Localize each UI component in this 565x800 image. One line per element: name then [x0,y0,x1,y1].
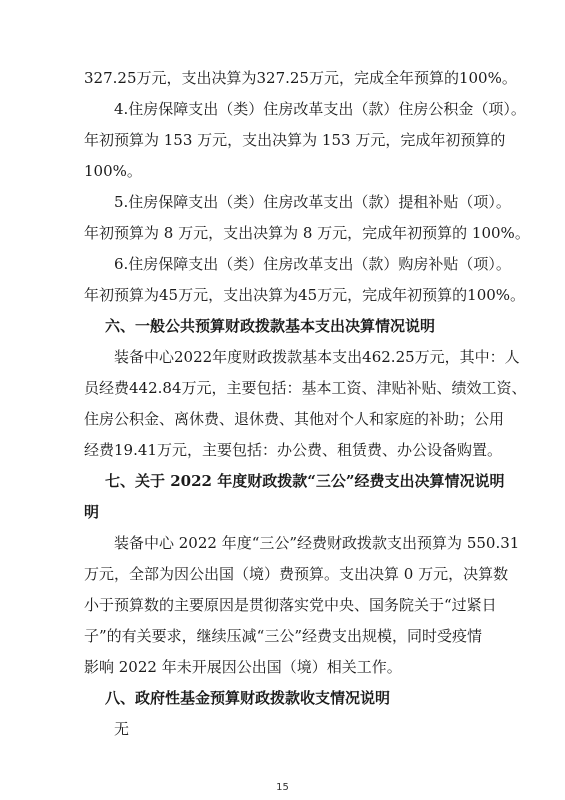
text-line-17: 万元，全部为因公出国（境）费预算。支出决算 0 万元，决算数 [84,565,509,583]
text-line-12: 住房公积金、离休费、退休费、其他对个人和家庭的补助；公用 [84,410,505,428]
text-line-10: 装备中心2022年度财政拨款基本支出462.25万元，其中：人 [114,348,520,366]
section-heading-6: 六、一般公共预算财政拨款基本支出决算情况说明 [105,317,436,335]
text-line-5: 5.住房保障支出（类）住房改革支出（款）提租补贴（项）。 [114,193,511,211]
text-line-20: 影响 2022 年未开展因公出国（境）相关工作。 [84,658,402,676]
section-heading-7: 七、关于 2022 年度财政拨款“三公”经费支出决算情况说明 [105,472,505,490]
text-line-7: 6.住房保障支出（类）住房改革支出（款）购房补贴（项）。 [114,255,511,273]
text-line-18: 小于预算数的主要原因是贯彻落实党中央、国务院关于“过紧日 [84,596,497,614]
section-heading-7-continued: 明 [84,503,100,521]
text-line-6: 年初预算为 8 万元，支出决算为 8 万元，完成年初预算的 100%。 [84,224,530,242]
page-number: 15 [276,782,289,793]
text-line-3: 年初预算为 153 万元，支出决算为 153 万元，完成年初预算的 [84,131,506,149]
text-line-4: 100%。 [84,162,142,180]
text-line-2: 4.住房保障支出（类）住房改革支出（款）住房公积金（项）。 [114,100,526,118]
text-line-1: 327.25万元，支出决算为327.25万元，完成全年预算的100%。 [84,69,517,87]
text-line-8: 年初预算为45万元，支出决算为45万元，完成年初预算的100%。 [84,286,526,304]
text-line-13: 经费19.41万元，主要包括：办公费、租赁费、办公设备购置。 [84,441,502,459]
section-heading-8: 八、政府性基金预算财政拨款收支情况说明 [105,689,391,707]
text-line-16: 装备中心 2022 年度“三公”经费财政拨款支出预算为 550.31 [114,534,520,552]
text-line-19: 子”的有关要求，继续压减“三公”经费支出规模，同时受疫情 [84,627,483,645]
text-line-11: 员经费442.84万元，主要包括：基本工资、津贴补贴、绩效工资、 [84,379,527,397]
text-line-22: 无 [114,720,130,738]
